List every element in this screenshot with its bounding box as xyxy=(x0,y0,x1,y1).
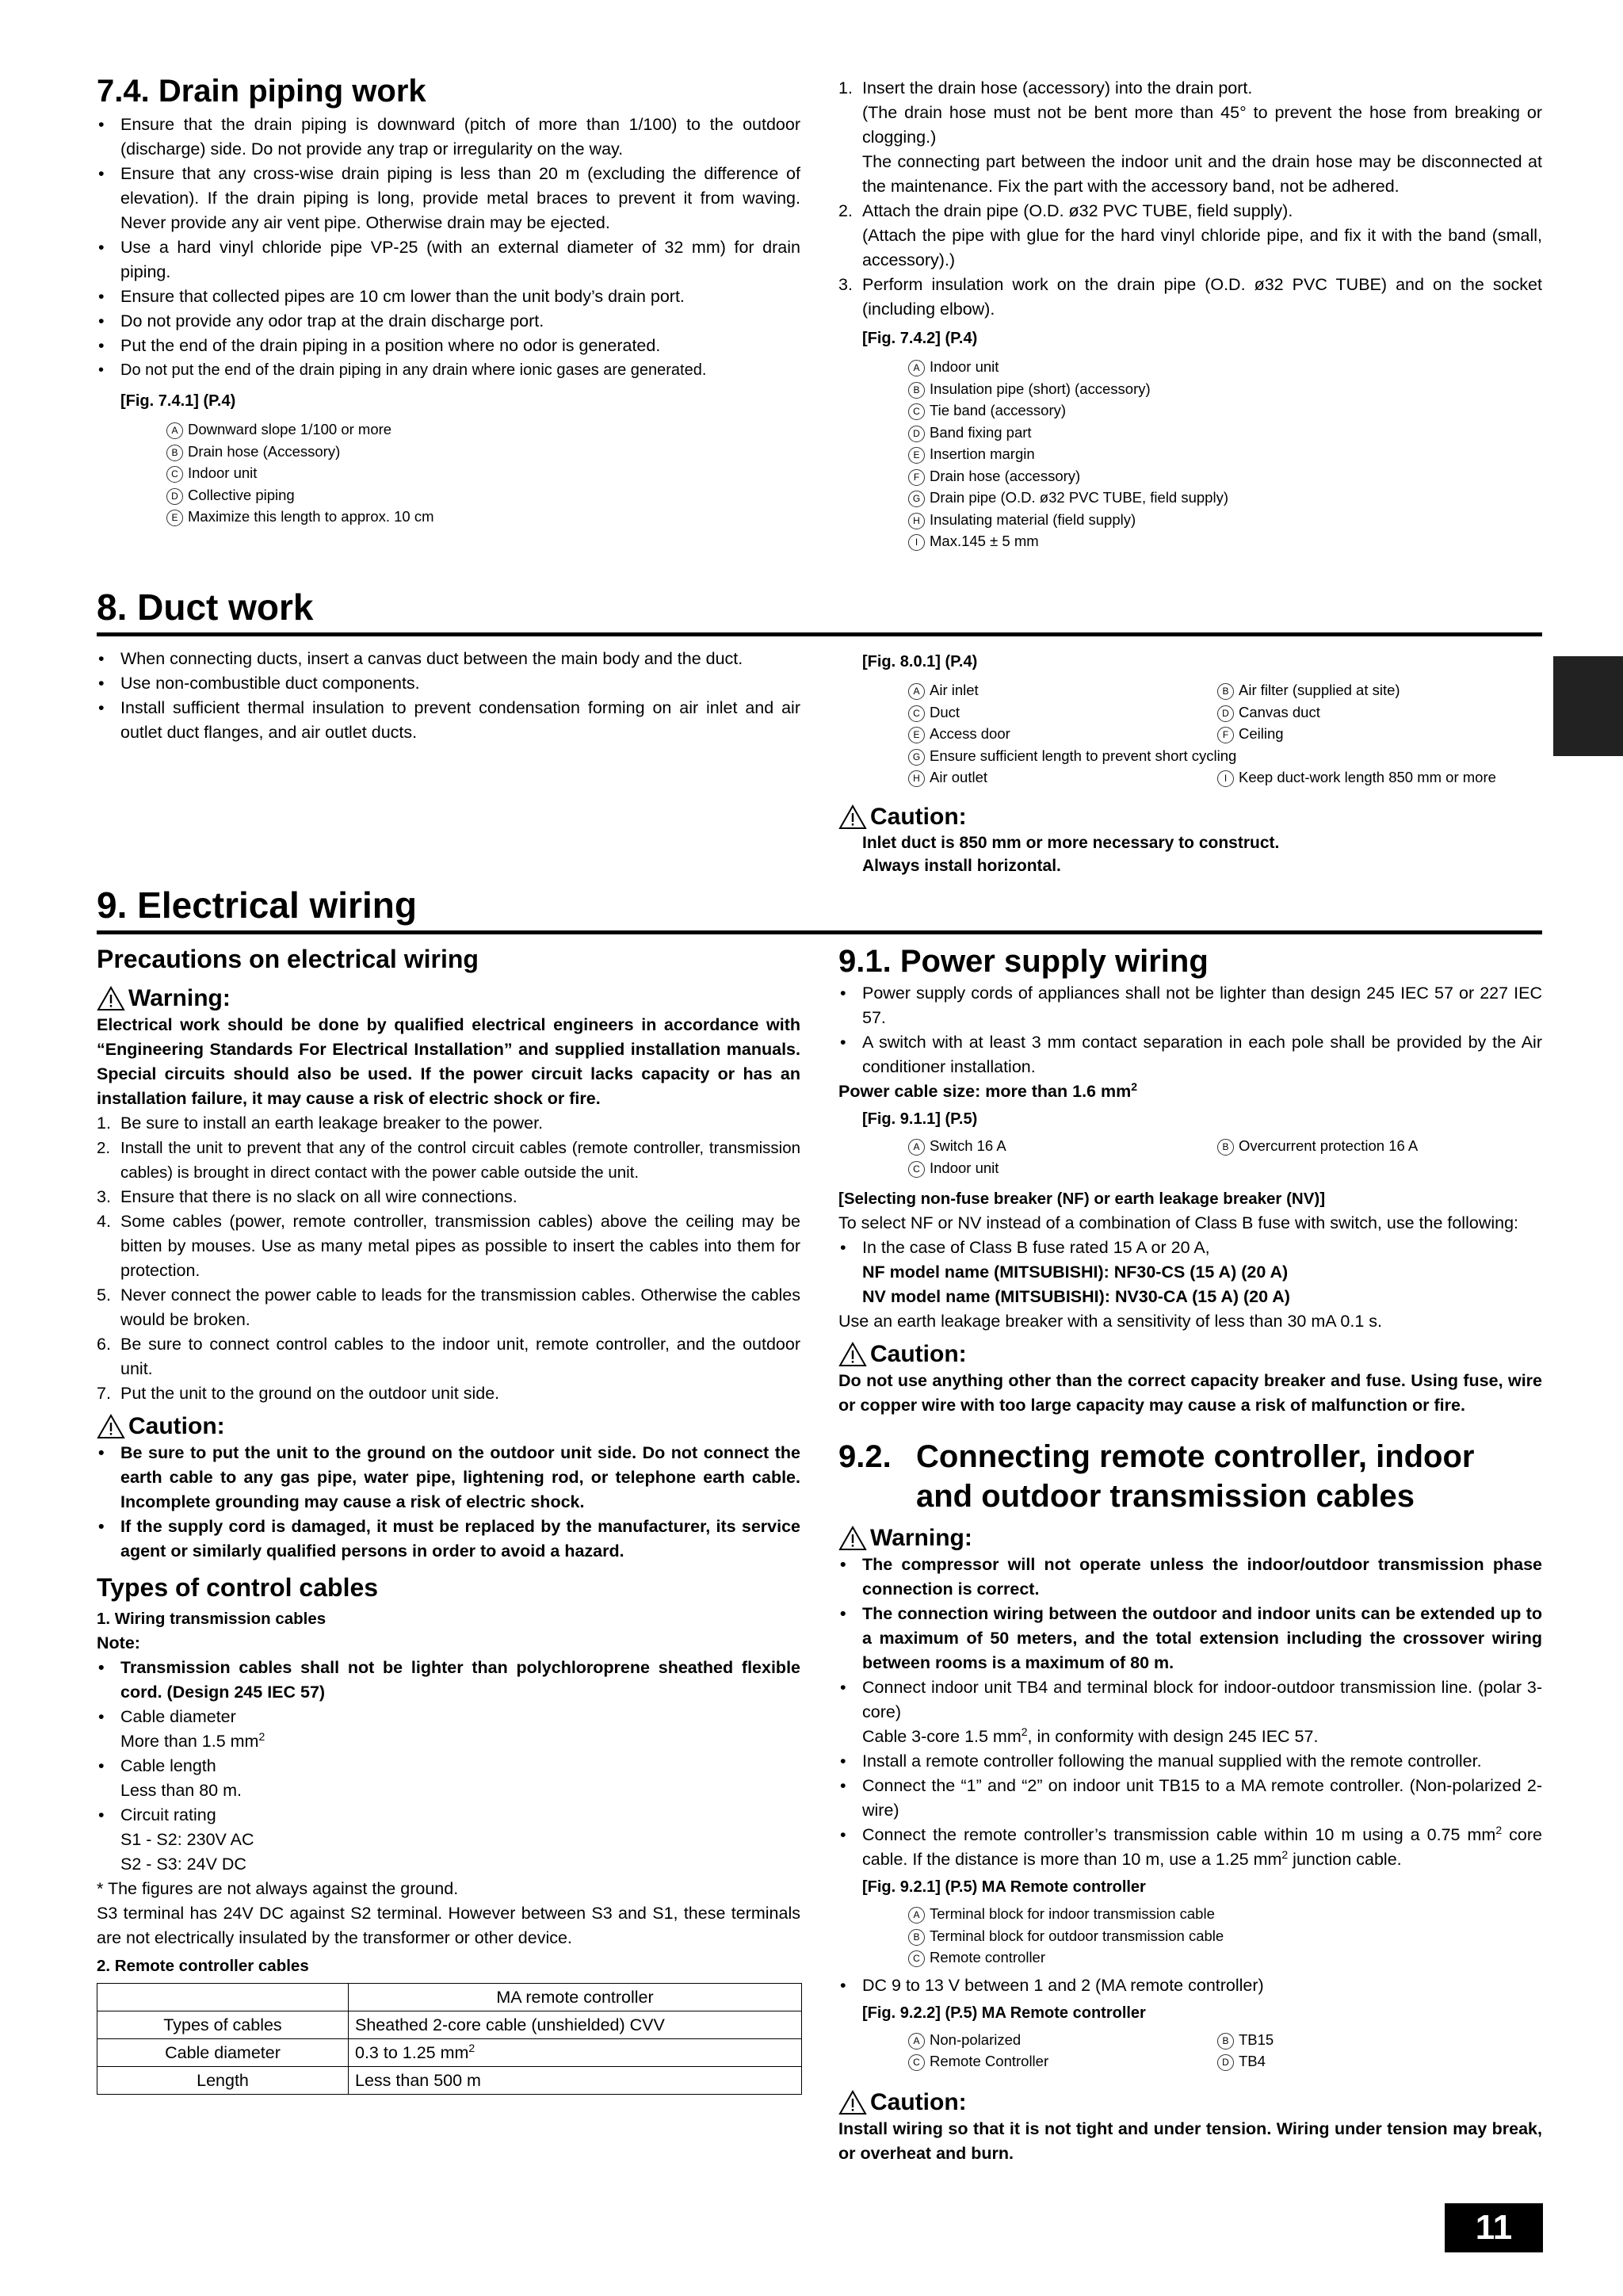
list-item: 2. Attach the drain pipe (O.D. ø32 PVC TUBE, field supply). (Attach the pipe with glue for the hard vinyl chloride pipe, and fix it with the band (small, accessory).) xyxy=(838,201,1542,269)
legend-text: Tie band (accessory) xyxy=(930,402,1067,418)
list-item: • Install a remote controller following the manual supplied with the remote controller. xyxy=(838,1749,1542,1774)
list-item: 2. Install the unit to prevent that any of the control circuit cables (remote controller, transmission cables) is brought in direct contact with the power cable outside the unit. xyxy=(97,1139,800,1182)
legend-text: Indoor unit xyxy=(930,1159,999,1176)
list-item: 5. Never connect the power cable to leads for the transmission cables. Otherwise the cables would be broken. xyxy=(97,1286,800,1329)
legend-text: Indoor unit xyxy=(930,358,999,375)
list-item: • Do not put the end of the drain piping in any drain where ionic gases are generated. xyxy=(97,358,800,383)
list-item: • Use a hard vinyl chloride pipe VP-25 (with an external diameter of 32 mm) for drain piping. xyxy=(97,235,800,285)
section-9-2-title: 9.2. Connecting remote controller, indoor and outdoor transmission cables xyxy=(838,1439,1475,1514)
legend-key: C xyxy=(166,466,183,483)
list-item: • Use non-combustible duct components. xyxy=(97,671,800,696)
duct-bullets xyxy=(97,647,800,745)
legend-text: Overcurrent protection 16 A xyxy=(1239,1137,1419,1154)
legend-text: Terminal block for outdoor transmission cable xyxy=(930,1927,1224,1944)
legend-text: Insulating material (field supply) xyxy=(930,510,1136,528)
warning-bullets xyxy=(838,1553,1542,1675)
legend-text: Ceiling xyxy=(1239,725,1284,742)
legend-text: Maximize this length to approx. 10 cm xyxy=(188,508,434,525)
legend-text: Access door xyxy=(930,725,1010,742)
table-header: MA remote controller xyxy=(349,1984,802,2011)
list-item: • The compressor will not operate unless the indoor/outdoor transmission phase connection is correct. xyxy=(838,1553,1542,1602)
list-item: 3. Ensure that there is no slack on all wire connections. xyxy=(97,1187,517,1206)
caution-heading: Caution: xyxy=(838,1340,1542,1369)
caution-heading: Caution: xyxy=(97,1412,800,1441)
list-item: • A switch with at least 3 mm contact separation in each pole shall be provided by the Air conditioner installation. xyxy=(838,1030,1542,1079)
list-item: • Transmission cables shall not be lighter than polychloroprene sheathed flexible cord. (Design 245 IEC 57) xyxy=(97,1656,800,1705)
list-item: • If the supply cord is damaged, it must be replaced by the manufacturer, its service agent or similarly qualified persons in order to avoid a hazard. xyxy=(97,1515,800,1564)
warning-triangle-icon xyxy=(97,986,125,1011)
section-9-title: 9. Electrical wiring xyxy=(97,884,417,926)
dc-bullet xyxy=(838,1973,1542,1998)
fig-legend: A Non-polarized B TB15 C Remote Controller D TB4 xyxy=(838,2029,1542,2073)
list-item: 1. Insert the drain hose (accessory) into the drain port. (The drain hose must not be bent more than 45° to prevent the hose from breaking or clogging.) The connecting part between the indoor unit and the drain hose may be disconnected at the maintenance. Fix the part with the accessory band, not be adhered. xyxy=(838,78,1542,196)
remote-head: 2. Remote controller cables xyxy=(97,1957,309,1975)
legend-text: Collective piping xyxy=(188,486,295,503)
legend-text: Insulation pipe (short) (accessory) xyxy=(930,380,1151,397)
list-item: • Connect the “1” and “2” on indoor unit TB15 to a MA remote controller. (Non-polarized 2-wire) xyxy=(838,1774,1542,1823)
cable-spec xyxy=(97,1705,800,1877)
list-item: • Ensure that collected pipes are 10 cm lower than the unit body’s drain port. xyxy=(97,285,800,309)
legend-text: Drain hose (Accessory) xyxy=(188,442,341,460)
fig-ref: [Fig. 9.1.1] (P.5) xyxy=(862,1110,978,1128)
list-item: 7. Put the unit to the ground on the outdoor unit side. xyxy=(97,1384,500,1403)
list-item: 1. Be sure to install an earth leakage breaker to the power. xyxy=(97,1114,544,1133)
note-label: Note: xyxy=(97,1633,140,1652)
list-item: • Install sufficient thermal insulation to prevent condensation forming on air inlet and air outlet duct flanges, and air outlet ducts. xyxy=(97,696,800,745)
caution-text: Install wiring so that it is not tight and under tension. Wiring under tension may break, or overheat and burn. xyxy=(838,2118,1542,2163)
section-rule xyxy=(97,632,1542,636)
list-item: • DC 9 to 13 V between 1 and 2 (MA remote controller) xyxy=(838,1973,1542,1998)
caution-text: Do not use anything other than the correct capacity breaker and fuse. Using fuse, wire or copper wire with too large capacity may cause a risk of malfunction or fire. xyxy=(838,1371,1542,1415)
precautions-title: Precautions on electrical wiring xyxy=(97,945,479,973)
warning-triangle-icon xyxy=(838,2090,867,2115)
legend-text: Ensure sufficient length to prevent short cycling xyxy=(930,747,1237,764)
legend-text: Air outlet xyxy=(930,769,988,785)
page-number: 11 xyxy=(1445,2203,1543,2252)
fig-ref: [Fig. 7.4.2] (P.4) xyxy=(862,330,978,347)
section-tab-marker xyxy=(1553,656,1623,756)
fig-ref: [Fig. 8.0.1] (P.4) xyxy=(862,653,978,670)
fig-ref: [Fig. 7.4.1] (P.4) xyxy=(120,392,236,410)
table-row: Types of cables Sheathed 2-core cable (unshielded) CVV xyxy=(97,2011,802,2039)
list-item: • Connect the remote controller’s transmission cable within 10 m using a 0.75 $mm^2$ core cable. If the distance is more than 10 m, use a 1.25 $mm^2$ junction cable. xyxy=(838,1823,1542,1872)
warning-text: Electrical work should be done by qualified electrical engineers in accordance with “Engineering Standards For Electrical Installation” and supplied installation manuals. Special circuits should also be used. If the power circuit lacks capacity or has an installation failure, it may cause a risk of electric shock or fire. xyxy=(97,1015,800,1108)
legend-text: Air inlet xyxy=(930,682,979,698)
warning-heading: Warning: xyxy=(838,1524,1542,1553)
fig-legend xyxy=(97,418,800,528)
legend-text: Air filter (supplied at site) xyxy=(1239,682,1400,698)
legend-text: TB15 xyxy=(1239,2030,1274,2048)
legend-text: Non-polarized xyxy=(930,2030,1022,2048)
legend-text: Indoor unit xyxy=(188,464,258,481)
list-item: • Cable diameter More than 1.5 $mm^2$ xyxy=(97,1705,800,1754)
list-item: 4. Some cables (power, remote controller, transmission cables) above the ceiling may be bitten by mouses. Use as many metal pipes as possible to insert the cables into them for protection. xyxy=(97,1212,800,1280)
legend-text: Terminal block for indoor transmission cable xyxy=(930,1905,1215,1922)
list-item: 3. Perform insulation work on the drain pipe (O.D. ø32 PVC TUBE) and on the socket (including elbow). xyxy=(838,275,1542,319)
list-item: • Circuit rating S1 - S2: 230V AC S2 - S3: 24V DC xyxy=(97,1803,800,1877)
drain-bullets xyxy=(97,113,800,383)
fig-ref: [Fig. 9.2.2] (P.5) MA Remote controller xyxy=(862,2004,1146,2022)
fig-ref: [Fig. 9.2.1] (P.5) MA Remote controller xyxy=(862,1878,1146,1896)
legend-text: Max.145 ± 5 mm xyxy=(930,533,1039,549)
table-row xyxy=(97,1984,802,2011)
section-7-4-title: 7.4. Drain piping work xyxy=(97,74,426,109)
legend-text: Drain pipe (O.D. ø32 PVC TUBE, field supply) xyxy=(930,489,1228,506)
legend-text: Keep duct-work length 850 mm or more xyxy=(1239,769,1496,785)
legend-text: Band fixing part xyxy=(930,423,1032,441)
list-item: • Power supply cords of appliances shall not be lighter than design 245 IEC 57 or 227 IEC 57. xyxy=(838,981,1542,1030)
legend-text: Drain hose (accessory) xyxy=(930,467,1081,484)
table-row: Length Less than 500 m xyxy=(97,2067,802,2095)
s3-note: S3 terminal has 24V DC against S2 terminal. However between S3 and S1, these terminals are not electrically insulated by the transformer or other device. xyxy=(97,1904,800,1947)
fig-legend: A Air inlet B Air filter (supplied at site) C Duct D Canvas duct E Access door F Ceiling G Ensure sufficient length to prevent short cycling H Air outlet I Keep duct-work length 850 mm or more xyxy=(838,679,1542,789)
fig-legend: A Indoor unit B Insulation pipe (short) (accessory) C Tie band (accessory) D Band fixing part E Insertion margin F Drain hose (accessory) G Drain pipe (O.D. ø32 PVC TUBE, field supply) H Insulating material (field supply) I Max.145 ± 5 mm xyxy=(838,356,1542,552)
table-row: Cable diameter 0.3 to 1.25 $mm^2$ xyxy=(97,2039,802,2067)
transmission-bullets xyxy=(838,1675,1542,1872)
list-item: • Be sure to put the unit to the ground on the outdoor unit side. Do not connect the earth cable to any gas pipe, water pipe, lightening rod, or telephone earth cable. Incomplete grounding may cause a risk of electric shock. xyxy=(97,1441,800,1515)
list-item: • Ensure that the drain piping is downward (pitch of more than 1/100) to the outdoor (discharge) side. Do not provide any trap or irregularity on the way. xyxy=(97,113,800,162)
legend-key: B xyxy=(166,445,183,461)
figures-note: * The figures are not always against the ground. xyxy=(97,1879,459,1898)
caution-bullets xyxy=(97,1441,800,1564)
legend-text: Canvas duct xyxy=(1239,703,1320,720)
note-bullets xyxy=(97,1656,800,1705)
legend-text: Insertion margin xyxy=(930,445,1035,462)
list-item: • Ensure that any cross-wise drain piping is less than 20 m (excluding the difference of elevation). If the drain piping is long, provide metal braces to prevent it from waving. Never provide any air vent pipe. Otherwise drain may be ejected. xyxy=(97,162,800,235)
fig-legend: A Terminal block for indoor transmission cable B Terminal block for outdoor transmission cable C Remote controller xyxy=(838,1903,1542,1969)
legend-key: D xyxy=(166,488,183,505)
list-item: • Cable length Less than 80 m. xyxy=(97,1754,800,1803)
warning-heading: Warning: xyxy=(97,984,800,1013)
warning-triangle-icon xyxy=(838,1526,867,1551)
breaker-bullets xyxy=(838,1236,1542,1309)
breaker-head: [Selecting non-fuse breaker (NF) or earth leakage breaker (NV)] xyxy=(838,1190,1326,1208)
warning-triangle-icon xyxy=(838,804,867,830)
power-bullets xyxy=(838,981,1542,1079)
legend-text: Remote controller xyxy=(930,1949,1046,1966)
drain-steps xyxy=(838,76,1542,322)
list-item: • When connecting ducts, insert a canvas duct between the main body and the duct. xyxy=(97,647,800,671)
warning-triangle-icon xyxy=(838,1342,867,1367)
section-8-title: 8. Duct work xyxy=(97,586,314,628)
legend-key: A xyxy=(166,422,183,439)
caution-text: Inlet duct is 850 mm or more necessary to construct. Always install horizontal. xyxy=(862,833,1280,875)
breaker-text: To select NF or NV instead of a combination of Class B fuse with switch, use the following: xyxy=(838,1213,1519,1232)
legend-text: Switch 16 A xyxy=(930,1137,1006,1154)
list-item: • Do not provide any odor trap at the drain discharge port. xyxy=(97,309,800,334)
legend-key: E xyxy=(166,510,183,526)
legend-text: Duct xyxy=(930,703,960,720)
remote-cable-table xyxy=(97,1983,802,2095)
list-item: 6. Be sure to connect control cables to the indoor unit, remote controller, and the outdoor unit. xyxy=(97,1335,800,1378)
list-item: • In the case of Class B fuse rated 15 A or 20 A, NF model name (MITSUBISHI): NF30-CS (15 A) (20 A) NV model name (MITSUBISHI): NV30-CA (15 A) (20 A) xyxy=(838,1236,1542,1309)
section-9-1-title: 9.1. Power supply wiring xyxy=(838,944,1209,979)
earth-text: Use an earth leakage breaker with a sensitivity of less than 30 mA 0.1 s. xyxy=(838,1312,1382,1331)
cable-size: Power cable size: more than 1.6 $mm^2$ xyxy=(838,1079,1138,1101)
legend-text: TB4 xyxy=(1239,2053,1266,2069)
list-item: • Put the end of the drain piping in a position where no odor is generated. xyxy=(97,334,800,358)
list-item: • Connect indoor unit TB4 and terminal block for indoor-outdoor transmission line. (polar 3-core) Cable 3-core 1.5 $mm^2$, in conformity with design 245 IEC 57. xyxy=(838,1675,1542,1749)
legend-text: Downward slope 1/100 or more xyxy=(188,421,392,437)
legend-text: Remote Controller xyxy=(930,2053,1049,2069)
wiring-head: 1. Wiring transmission cables xyxy=(97,1610,327,1628)
caution-heading: Caution: xyxy=(838,2088,1542,2117)
types-title: Types of control cables xyxy=(97,1573,379,1602)
caution-heading: Caution: xyxy=(838,803,1542,831)
list-item: • The connection wiring between the outdoor and indoor units can be extended up to a maximum of 50 meters, and the total extension including the crossover wiring between rooms is a maximum of 80 m. xyxy=(838,1602,1542,1675)
section-rule xyxy=(97,930,1542,934)
wiring-steps xyxy=(97,1111,800,1406)
fig-legend: A Switch 16 A B Overcurrent protection 16 A C Indoor unit xyxy=(838,1135,1542,1179)
warning-triangle-icon xyxy=(97,1414,125,1439)
